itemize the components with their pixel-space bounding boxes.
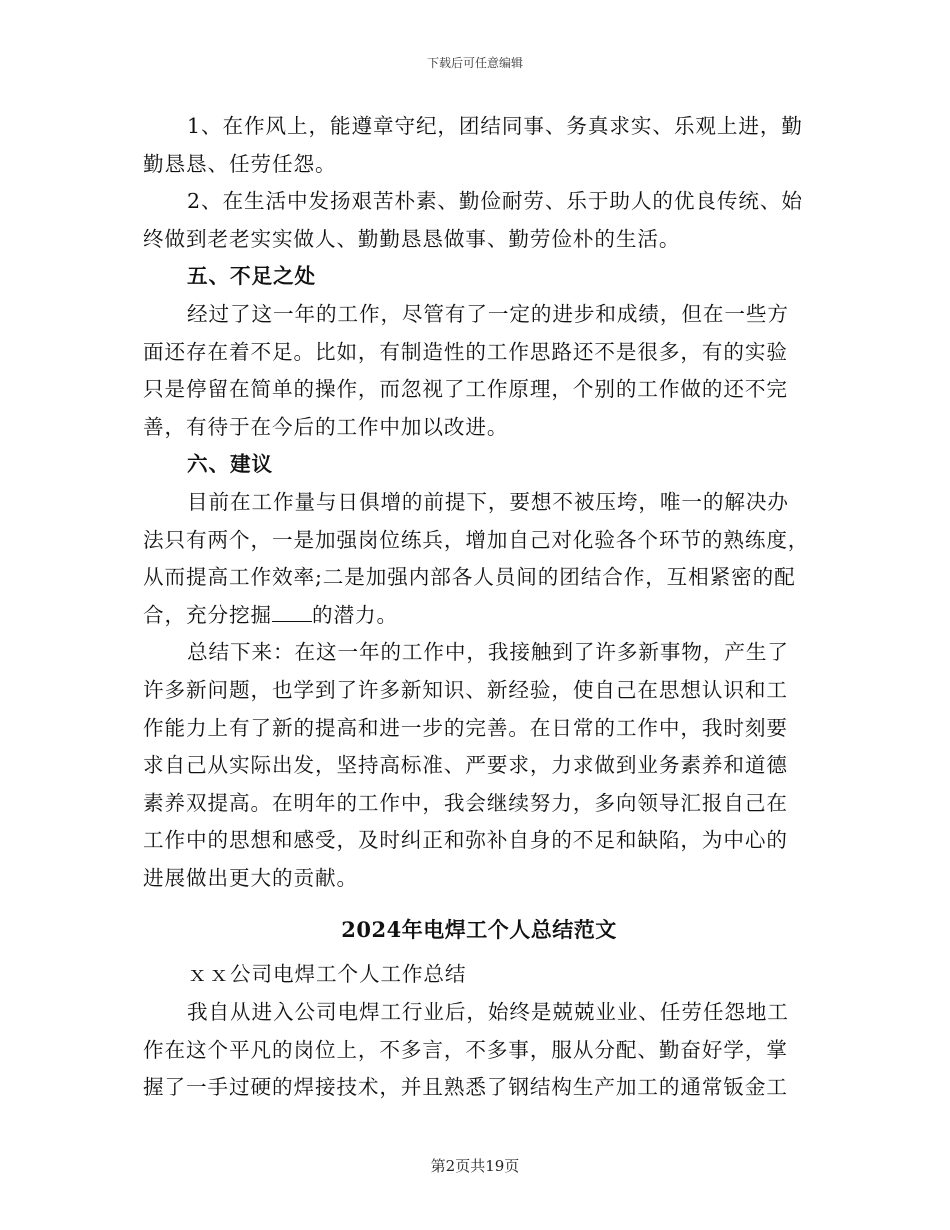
paragraph-line: 目前在工作量与日俱增的前提下，要想不被压垮，唯一的解决办 [187,489,789,514]
paragraph-line: 善，有待于在今后的工作中加以改进。 [143,414,509,439]
fill-in-blank [272,603,312,622]
paragraph-line: 面还存在着不足。比如，有制造性的工作思路还不是很多，有的实验 [143,339,788,364]
paragraph-line: 1、在作风上，能遵章守纪，团结同事、务真求实、乐观上进，勤 [187,114,803,138]
paragraph-line: 进展做出更大的贡献。 [143,865,358,890]
paragraph-line: 工作中的思想和感受，及时纠正和弥补自身的不足和缺陷，为中心的 [143,828,788,853]
section-heading-6: 六、建议 [187,452,273,477]
text-fragment: 合，充分挖掘 [143,602,272,627]
section-heading-5: 五、不足之处 [187,264,316,289]
paragraph-line: 许多新问题，也学到了许多新知识、新经验，使自己在思想认识和工 [143,677,788,702]
text-fragment: 的潜力。 [311,602,398,627]
paragraph-line: 作能力上有了新的提高和进一步的完善。在日常的工作中，我时刻要 [143,715,788,740]
paragraph-line: 握了一手过硬的焊接技术，并且熟悉了钢结构生产加工的通常钣金工 [143,1075,788,1100]
header-note: 下载后可任意编辑 [426,56,523,70]
document-subtitle: ｘｘ公司电焊工个人工作总结 [187,962,467,987]
paragraph-line: 经过了这一年的工作，尽管有了一定的进步和成绩，但在一些方 [187,301,789,326]
paragraph-line: 勤恳恳、任劳任怨。 [143,151,337,176]
paragraph-line: 总结下来：在这一年的工作中，我接触到了许多新事物，产生了 [187,640,789,665]
paragraph-line: 终做到老老实实做人、勤勤恳恳做事、勤劳俭朴的生活。 [143,226,681,251]
paragraph-line [143,597,815,635]
paragraph-line: 求自己从实际出发，坚持高标准、严要求，力求做到业务素养和道德 [143,753,788,778]
paragraph-line: 从而提高工作效率;二是加强内部各人员间的团结合作，互相紧密的配 [143,565,796,590]
document-title: 2024年电焊工个人总结范文 [341,917,617,943]
paragraph-line: 素养双提高。在明年的工作中，我会继续努力，多向领导汇报自己在 [143,790,788,815]
document-body [143,108,815,1107]
paragraph-line: 只是停留在简单的操作，而忽视了工作原理，个别的工作做的还不完 [143,377,788,402]
paragraph-line: 作在这个平凡的岗位上，不多言，不多事，服从分配、勤奋好学，掌 [143,1037,788,1062]
page-footer: 第2页共19页 [430,1157,520,1175]
paragraph-line: 法只有两个，一是加强岗位练兵，增加自己对化验各个环节的熟练度， [143,527,810,552]
paragraph-line: 2、在生活中发扬艰苦朴素、勤俭耐劳、乐于助人的优良传统、始 [187,189,803,214]
paragraph-line: 我自从进入公司电焊工行业后，始终是兢兢业业、任劳任怨地工 [187,1000,789,1025]
